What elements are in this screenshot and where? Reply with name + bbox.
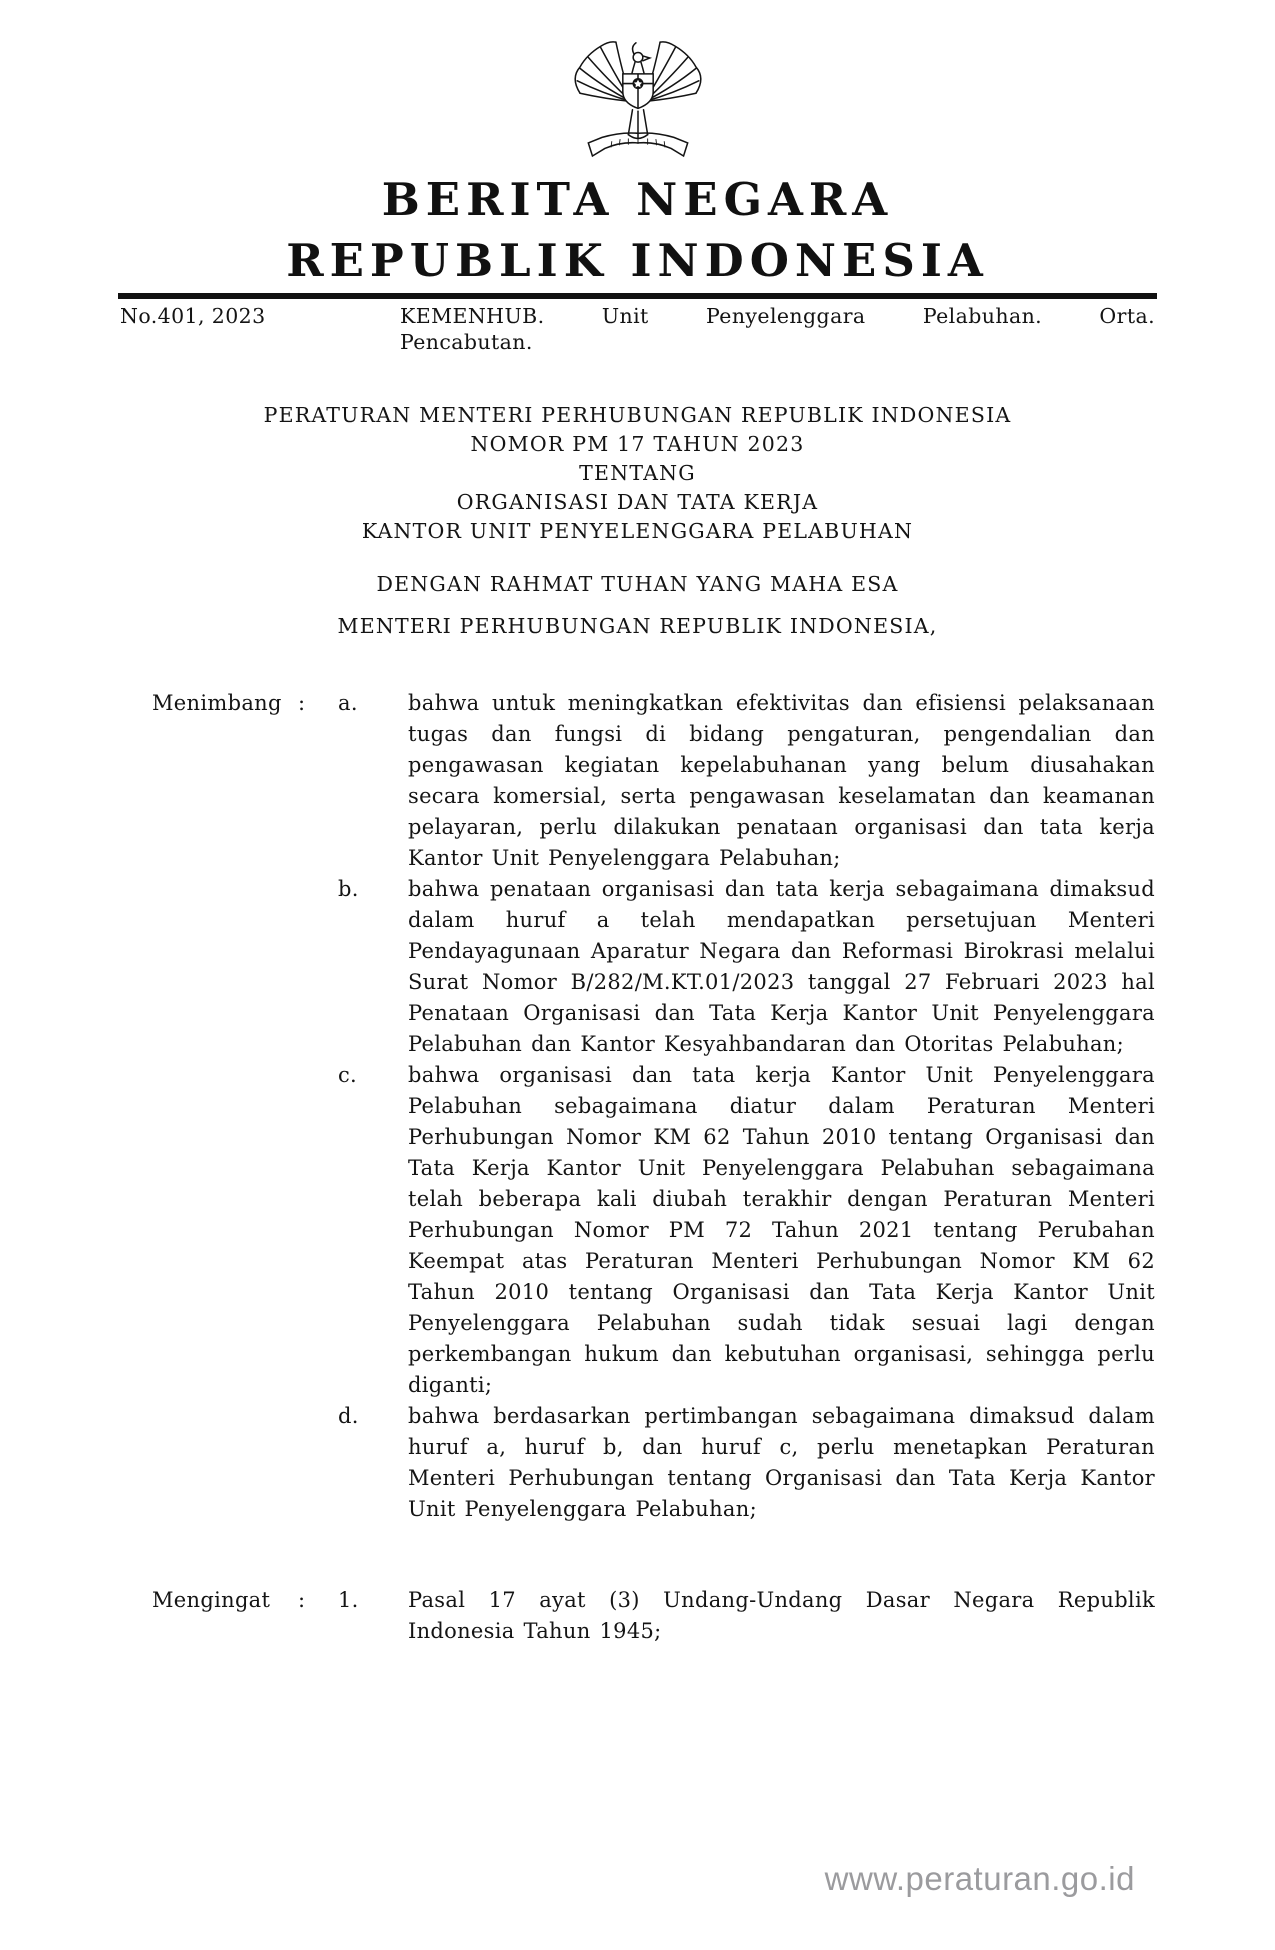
menimbang-item-letter: b. bbox=[338, 877, 359, 901]
invocation-line: DENGAN RAHMAT TUHAN YANG MAHA ESA bbox=[376, 572, 899, 596]
masthead-rule-divider bbox=[118, 293, 1157, 299]
mengingat-row-1 bbox=[152, 1585, 1155, 1647]
menimbang-item-text: bahwa penataan organisasi dan tata kerja sebagaimana dimaksud dalam huruf a telah mendapatkan persetujuan Menteri Pendayagunaan Aparatur Negara dan Reformasi Birokrasi melalui Surat Nomor B/282/M.KT.01/2023 tanggal 27 Februari 2023 hal Penataan Organisasi dan Tata Kerja Kantor Unit Penyelenggara Pelabuhan dan Kantor Kesyahbandaran dan Otoritas Pelabuhan; bbox=[408, 877, 1155, 1056]
menimbang-row-a bbox=[152, 688, 1155, 874]
regulation-title-line2: NOMOR PM 17 TAHUN 2023 bbox=[470, 432, 805, 456]
masthead bbox=[0, 0, 1275, 287]
menimbang-section bbox=[152, 688, 1155, 1647]
menimbang-item-text: bahwa organisasi dan tata kerja Kantor Unit Penyelenggara Pelabuhan sebagaimana diatur dalam Peraturan Menteri Perhubungan Nomor KM 62 Tahun 2010 tentang Organisasi dan Tata Kerja Kantor Unit Penyelenggara Pelabuhan sebagaimana telah beberapa kali diubah terakhir dengan Peraturan Menteri Perhubungan Nomor PM 72 Tahun 2021 tentang Perubahan Keempat atas Peraturan Menteri Perhubungan Nomor KM 62 Tahun 2010 tentang Organisasi dan Tata Kerja Kantor Unit Penyelenggara Pelabuhan sudah tidak sesuai lagi dengan perkembangan hukum dan kebutuhan organisasi, sehingga perlu diganti; bbox=[408, 1063, 1155, 1397]
menimbang-colon: : bbox=[298, 691, 306, 715]
menimbang-item-text: bahwa berdasarkan pertimbangan sebagaimana dimaksud dalam huruf a, huruf b, dan huruf c, perlu menetapkan Peraturan Menteri Perhubungan tentang Organisasi dan Tata Kerja Kantor Unit Penyelenggara Pelabuhan; bbox=[408, 1404, 1155, 1521]
menimbang-row-c bbox=[152, 1060, 1155, 1401]
menimbang-row-b bbox=[152, 874, 1155, 1060]
regulation-title-line1: PERATURAN MENTERI PERHUBUNGAN REPUBLIK INDONESIA bbox=[263, 403, 1012, 427]
regulation-title-line5: KANTOR UNIT PENYELENGGARA PELABUHAN bbox=[361, 519, 914, 543]
issue-subject bbox=[400, 303, 1155, 355]
mengingat-item-text: Pasal 17 ayat (3) Undang-Undang Dasar Negara Republik Indonesia Tahun 1945; bbox=[408, 1588, 1155, 1643]
mengingat-label: Mengingat bbox=[152, 1588, 271, 1612]
regulation-title-line3: TENTANG bbox=[579, 461, 696, 485]
regulation-title bbox=[0, 401, 1275, 546]
issue-number: No.401, 2023 bbox=[120, 304, 266, 328]
menimbang-label: Menimbang bbox=[152, 691, 282, 715]
garuda-pancasila-icon bbox=[0, 38, 1275, 165]
issue-subject-line1: KEMENHUB. Unit Penyelenggara Pelabuhan. Orta. bbox=[400, 304, 1155, 328]
authority-line: MENTERI PERHUBUNGAN REPUBLIK INDONESIA, bbox=[337, 614, 938, 638]
menimbang-item-letter: c. bbox=[338, 1063, 358, 1087]
masthead-title-line1: BERITA NEGARA bbox=[381, 173, 894, 226]
menimbang-item-letter: a. bbox=[338, 691, 358, 715]
mengingat-colon: : bbox=[298, 1588, 306, 1612]
menimbang-item-text: bahwa untuk meningkatkan efektivitas dan efisiensi pelaksanaan tugas dan fungsi di bidang pengaturan, pengendalian dan pengawasan kegiatan kepelabuhanan yang belum diusahakan secara komersial, serta pengawasan keselamatan dan keamanan pelayaran, perlu dilakukan penataan organisasi dan tata kerja Kantor Unit Penyelenggara Pelabuhan; bbox=[408, 691, 1155, 870]
issue-row bbox=[120, 303, 1155, 355]
masthead-title-line2: REPUBLIK INDONESIA bbox=[286, 234, 989, 287]
menimbang-item-letter: d. bbox=[338, 1404, 359, 1428]
mengingat-item-number: 1. bbox=[338, 1588, 359, 1612]
issue-subject-line2: Pencabutan. bbox=[400, 330, 533, 354]
regulation-title-line4: ORGANISASI DAN TATA KERJA bbox=[456, 490, 819, 514]
watermark-url: www.peraturan.go.id bbox=[824, 1860, 1135, 1897]
menimbang-row-d bbox=[152, 1401, 1155, 1525]
